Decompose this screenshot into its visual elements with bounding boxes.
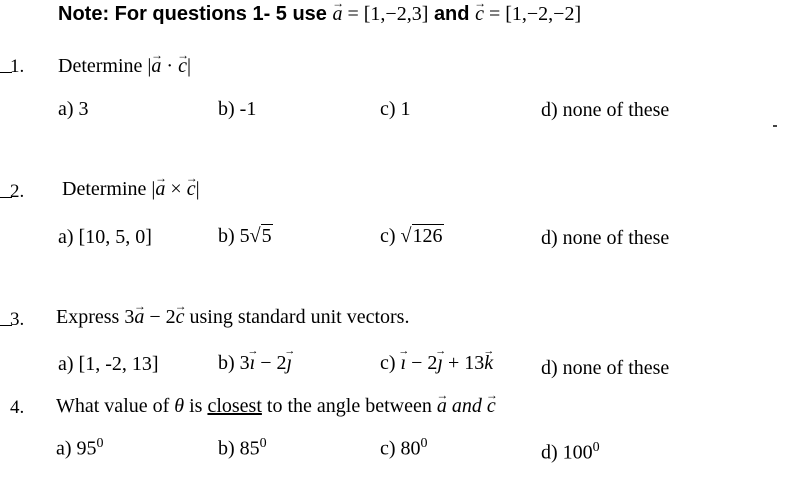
question-4-text: What value of θ is closest to the angle between a → and c → bbox=[56, 395, 496, 418]
theta-symbol: θ bbox=[174, 395, 185, 417]
q2-option-d[interactable]: d) none of these bbox=[541, 227, 670, 249]
underlined-word: closest bbox=[207, 395, 262, 417]
vector-a: a → bbox=[155, 178, 165, 201]
q1-option-a[interactable]: a) 3 bbox=[58, 98, 89, 120]
question-2-text: Determine |a → × c →| bbox=[62, 178, 200, 201]
q2-option-b[interactable]: b) 5√5 bbox=[218, 225, 272, 247]
unit-i: ı → bbox=[401, 352, 407, 375]
stray-mark bbox=[773, 125, 777, 127]
vector-a: a → bbox=[437, 395, 447, 418]
q4-option-c[interactable]: c) $80^0$ bbox=[380, 436, 428, 460]
vector-a: a → bbox=[332, 3, 342, 26]
unit-j: ȷ → bbox=[287, 352, 293, 375]
q4-option-d[interactable]: d) $100^0$ bbox=[541, 440, 600, 464]
unit-k: k → bbox=[484, 352, 493, 375]
question-3-text: Express 3a → − 2c → using standard unit vectors. bbox=[56, 306, 409, 329]
q3-option-a[interactable]: a) [1, -2, 13] bbox=[58, 353, 159, 375]
q3-option-d[interactable]: d) none of these bbox=[541, 357, 670, 379]
q3-option-b[interactable]: b) 3ı → − 2ȷ → bbox=[218, 352, 292, 375]
question-number-4: 4. bbox=[10, 397, 25, 418]
q1-option-d[interactable]: d) none of these bbox=[541, 99, 670, 121]
vector-c: c → bbox=[187, 178, 196, 201]
question-number-3: 3. bbox=[10, 309, 25, 330]
note-connector: and bbox=[433, 3, 470, 25]
vector-c: c → bbox=[475, 3, 484, 26]
q3-option-c[interactable]: c) ı → − 2ȷ → + 13k → bbox=[380, 352, 493, 375]
c-value: [1,−2,−2] bbox=[505, 3, 582, 25]
unit-j: ȷ → bbox=[437, 352, 443, 375]
question-number-2: 2. bbox=[10, 181, 25, 202]
q4-option-a[interactable]: a) $95^0$ bbox=[56, 436, 104, 460]
vector-a: a → bbox=[151, 55, 161, 78]
note-header: Note: For questions 1- 5 use a → = [1,−2,3] and c → = [1,−2,−2] bbox=[58, 3, 581, 26]
vector-c: c → bbox=[176, 306, 185, 329]
q1-option-b[interactable]: b) -1 bbox=[218, 98, 257, 120]
q2-option-c[interactable]: c) √126 bbox=[380, 225, 443, 247]
a-value: [1,−2,3] bbox=[363, 3, 429, 25]
question-number-1: 1. bbox=[10, 56, 25, 77]
question-1-text: Determine |a → · c →| bbox=[58, 55, 191, 78]
vector-c: c → bbox=[487, 395, 496, 418]
vector-c: c → bbox=[178, 55, 187, 78]
q4-option-b[interactable]: b) $85^0$ bbox=[218, 436, 267, 460]
unit-i: ı → bbox=[250, 352, 256, 375]
vector-a: a → bbox=[134, 306, 144, 329]
q2-option-a[interactable]: a) [10, 5, 0] bbox=[58, 226, 152, 248]
note-prefix: Note: For questions 1- 5 use bbox=[58, 3, 333, 25]
q1-option-c[interactable]: c) 1 bbox=[380, 98, 411, 120]
